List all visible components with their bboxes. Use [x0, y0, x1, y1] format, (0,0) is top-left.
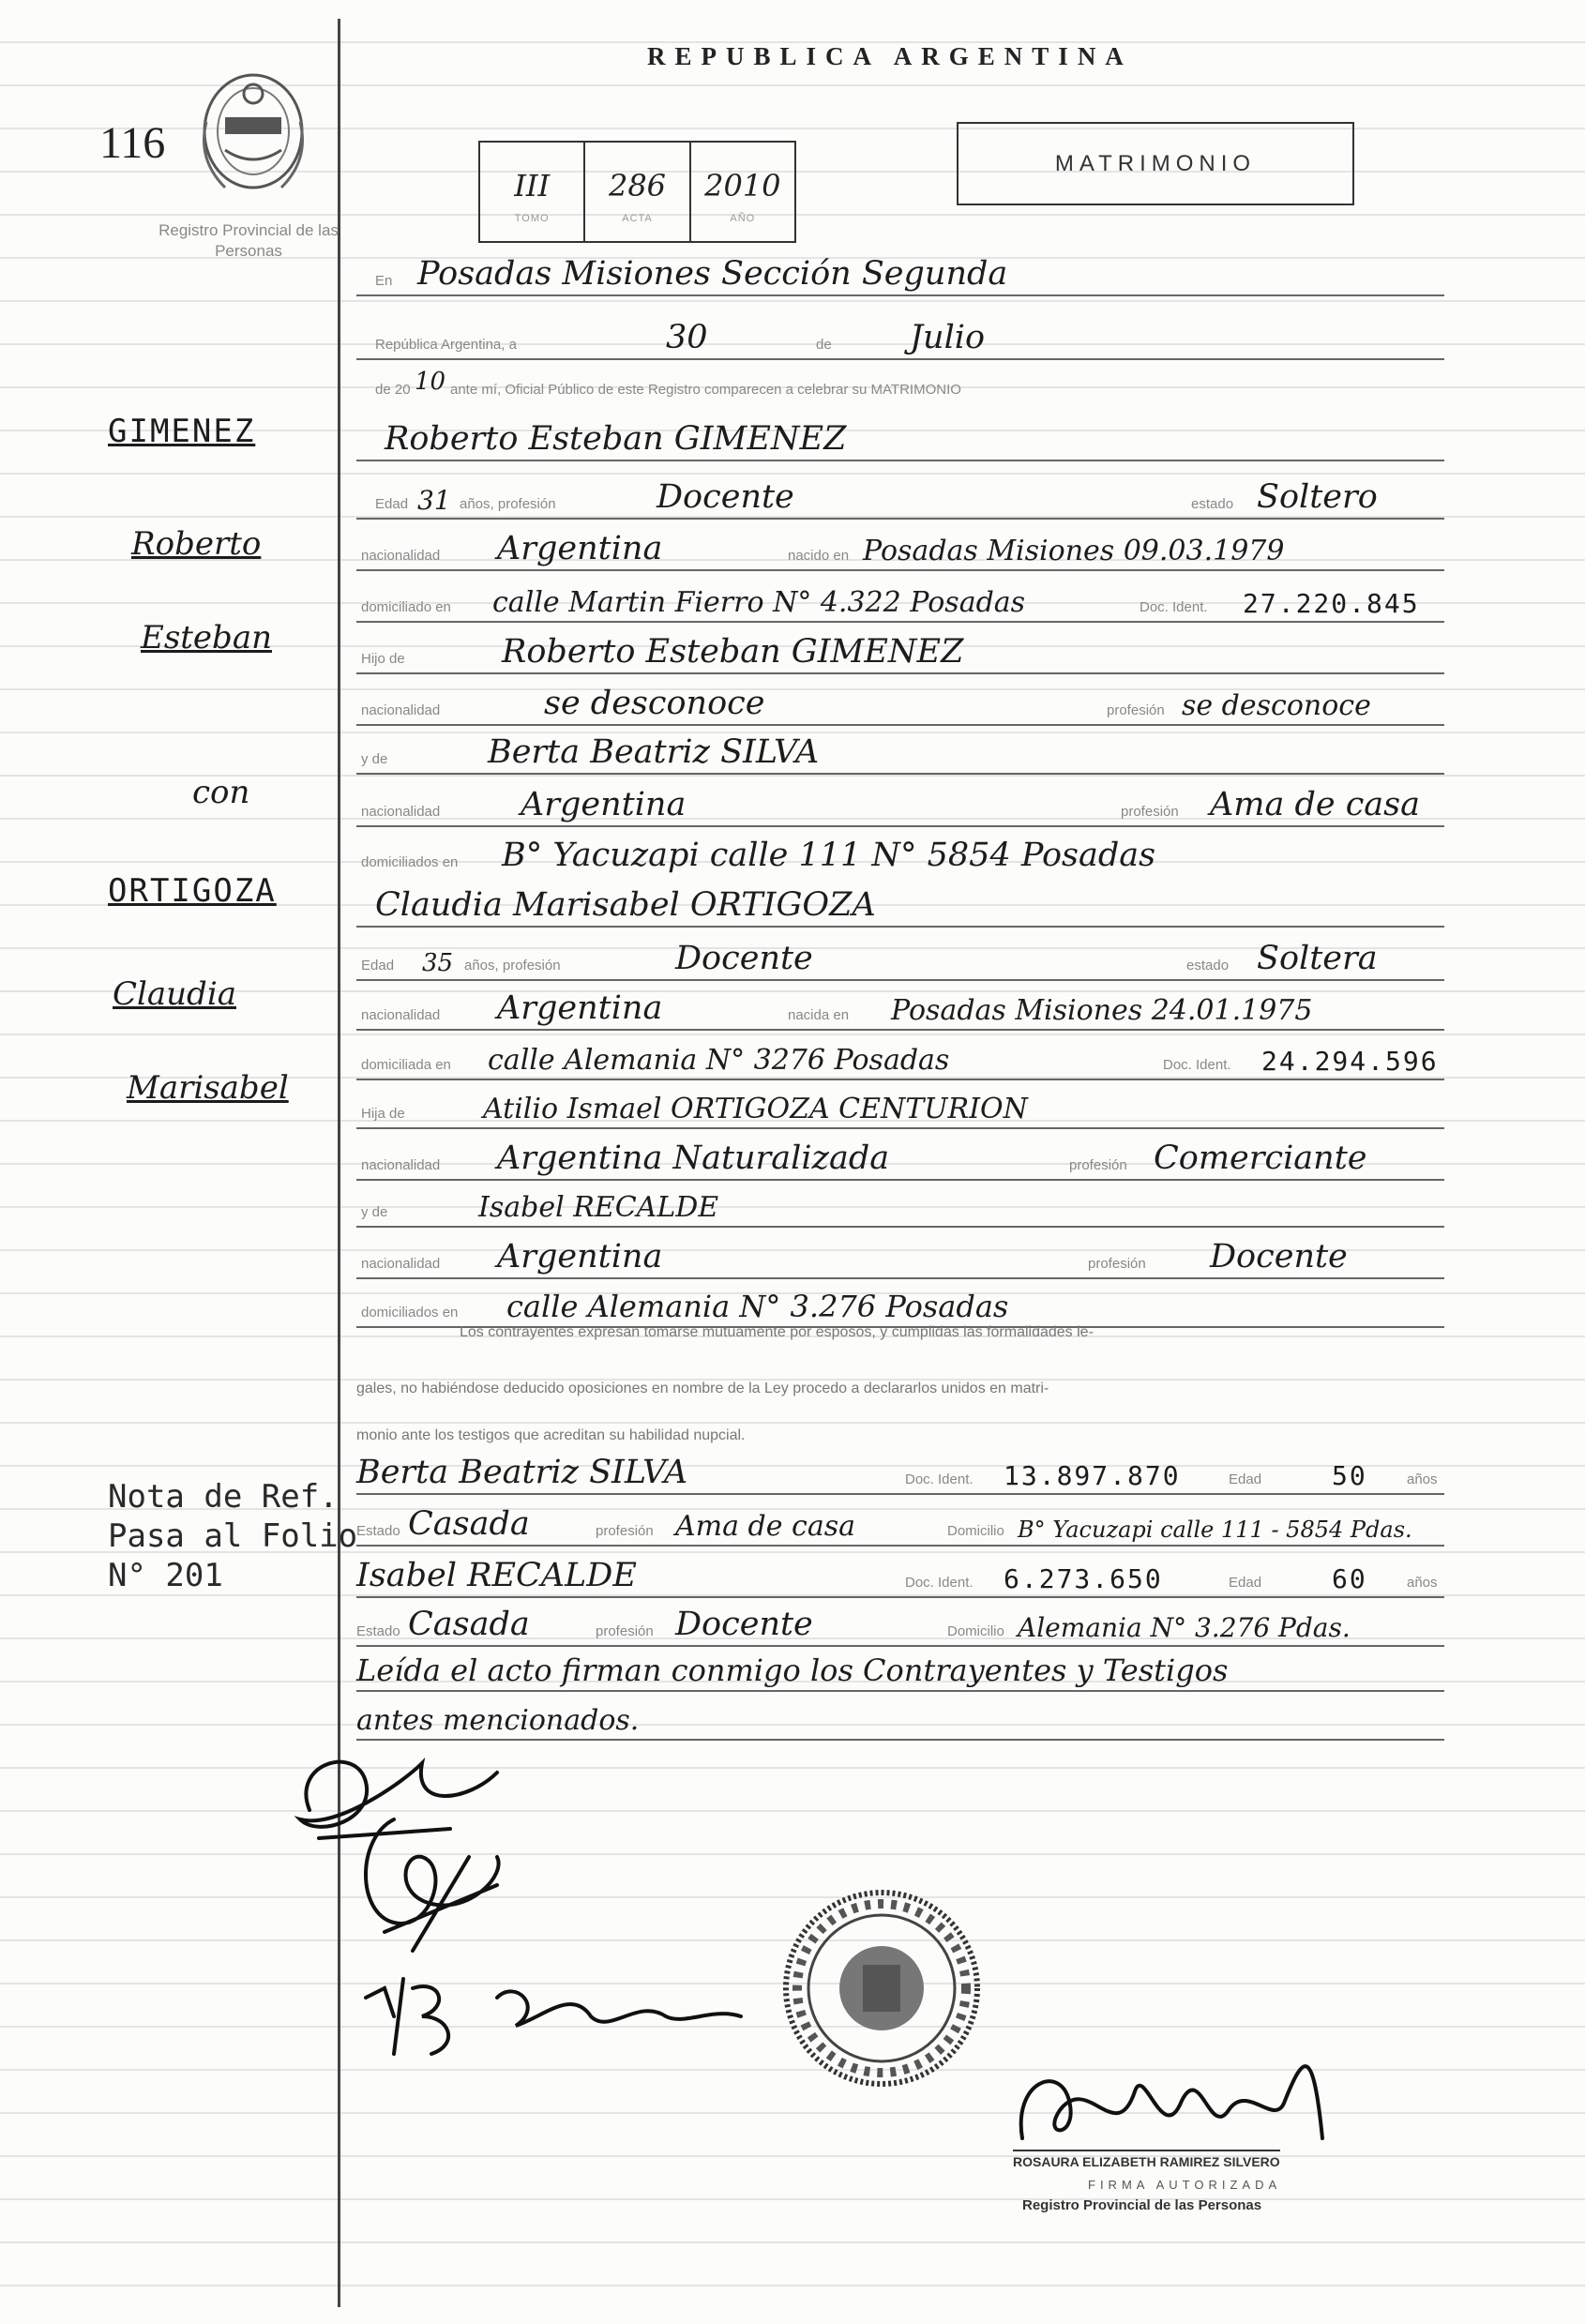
declaration-line-3: monio ante los testigos que acreditan su habilidad nupcial.	[356, 1427, 746, 1443]
groom-parents-domicile: B° Yacuzapi calle 111 N° 5854 Posadas	[502, 837, 1156, 874]
groom-father-prof-label: profesión	[1107, 702, 1165, 718]
bride-full-name: Claudia Marisabel ORTIGOZA	[375, 886, 876, 924]
anio-value: 2010	[704, 167, 781, 204]
witness-1-marital-status: Casada	[408, 1505, 530, 1543]
witness-2-marital-status: Casada	[408, 1606, 530, 1643]
witness-2-anos-label: años	[1407, 1575, 1438, 1591]
groom-mother-profession: Ama de casa	[1210, 786, 1420, 823]
groom-father-profession: se desconoce	[1182, 689, 1371, 722]
margin-groom-surname	[108, 413, 255, 450]
margin-groom-first: Roberto	[131, 525, 262, 563]
groom-nat-label: nacionalidad	[361, 548, 441, 564]
bride-name-line	[356, 877, 1444, 928]
groom-nationality: Argentina	[497, 530, 663, 567]
margin-con: con	[192, 774, 250, 811]
bride-born-label: nacida en	[788, 1007, 850, 1023]
groom-father: Roberto Esteban GIMENEZ	[502, 633, 964, 671]
bride-mother-line	[356, 1177, 1444, 1228]
groom-age-line	[356, 469, 1444, 520]
groom-father-line	[356, 624, 1444, 674]
closing-text-1: Leída el acto firman conmigo los Contrayentes y Testigos	[356, 1652, 1229, 1688]
date-line	[356, 309, 1444, 360]
groom-father-label: Hijo de	[361, 651, 405, 667]
reference-note	[108, 1477, 357, 1595]
official-role: FIRMA AUTORIZADA	[1088, 2178, 1282, 2192]
official-org: Registro Provincial de las Personas	[1022, 2197, 1262, 2213]
anio-label: AÑO	[730, 212, 756, 224]
bride-mother: Isabel RECALDE	[478, 1191, 719, 1224]
witness-1-dom-label: Domicilio	[947, 1523, 1004, 1539]
year-suffix: 10	[415, 368, 446, 396]
groom-mother-label: y de	[361, 751, 388, 767]
witness-1-prof-label: profesión	[596, 1523, 654, 1539]
groom-mother-nat-line	[356, 777, 1444, 827]
bride-signature	[338, 1782, 544, 1969]
closing-line-1	[356, 1641, 1444, 1692]
witness-2-name-line	[356, 1547, 1444, 1598]
bride-parents-dom-label: domiciliados en	[361, 1305, 459, 1320]
witness-2-dom-label: Domicilio	[947, 1623, 1004, 1639]
act-number-box	[478, 141, 796, 243]
margin-groom-second: Esteban	[141, 619, 272, 656]
reference-note-line-3: N° 201	[108, 1557, 223, 1594]
witness-2-domicile: Alemania N° 3.276 Pdas.	[1018, 1612, 1351, 1643]
bride-age-label: Edad	[361, 958, 395, 973]
act-type-box: MATRIMONIO	[957, 122, 1354, 205]
bride-doc: 24.294.596	[1261, 1046, 1439, 1077]
bride-father-label: Hija de	[361, 1106, 405, 1122]
groom-estado-label: estado	[1191, 496, 1234, 512]
groom-age-label: Edad	[375, 496, 409, 512]
bride-mother-prof-label: profesión	[1088, 1256, 1146, 1272]
bride-marital-status: Soltera	[1257, 940, 1378, 977]
witness-1-domicile: B° Yacuzapi calle 111 - 5854 Pdas.	[1018, 1517, 1412, 1543]
witness-1-anos-label: años	[1407, 1471, 1438, 1487]
bride-father: Atilio Ismael ORTIGOZA CENTURION	[483, 1093, 1028, 1125]
groom-nat-line	[356, 521, 1444, 571]
bride-father-line	[356, 1079, 1444, 1129]
witness-1-age: 50	[1332, 1460, 1367, 1491]
groom-domicile: calle Martin Fierro N° 4.322 Posadas	[492, 586, 1026, 619]
place-line	[356, 246, 1444, 296]
witness-1-doc: 13.897.870	[1004, 1460, 1181, 1491]
bride-mother-label: y de	[361, 1204, 388, 1220]
bride-mother-profession: Docente	[1210, 1238, 1348, 1275]
groom-dom-line	[356, 572, 1444, 623]
witness-2-estado-label: Estado	[356, 1623, 400, 1639]
margin-bride-first: Claudia	[113, 975, 236, 1013]
coat-of-arms-icon	[188, 66, 319, 206]
witness-1-name: Berta Beatriz SILVA	[356, 1454, 688, 1491]
witness-2-detail-line	[356, 1596, 1444, 1647]
bride-anos-label: años, profesión	[464, 958, 561, 973]
acta-value: 286	[608, 167, 667, 204]
groom-anos-label: años, profesión	[460, 496, 556, 512]
month-value: Julio	[910, 319, 986, 356]
witness-2-doc-label: Doc. Ident.	[905, 1575, 974, 1591]
bride-profession: Docente	[675, 940, 813, 977]
bride-age: 35	[422, 949, 454, 977]
de-label: de	[816, 337, 832, 353]
bride-mother-nat-line	[356, 1229, 1444, 1279]
tomo-value: III	[514, 167, 551, 204]
groom-parents-dom-label: domiciliados en	[361, 854, 459, 870]
witness-2-profession: Docente	[675, 1606, 813, 1643]
tomo-label: TOMO	[514, 212, 550, 224]
witness-1-doc-label: Doc. Ident.	[905, 1471, 974, 1487]
groom-father-nat-line	[356, 675, 1444, 726]
groom-born-label: nacido en	[788, 548, 850, 564]
official-name: ROSAURA ELIZABETH RAMIREZ SILVERO	[1013, 2150, 1280, 2169]
bride-domicile: calle Alemania N° 3276 Posadas	[488, 1044, 950, 1077]
groom-mother-nat-label: nacionalidad	[361, 804, 441, 820]
bride-nat-line	[356, 980, 1444, 1031]
reference-note-line-1: Nota de Ref.	[108, 1478, 339, 1516]
witness-1-profession: Ama de casa	[675, 1510, 855, 1543]
bride-father-nationality: Argentina Naturalizada	[497, 1139, 890, 1177]
groom-birth: Posadas Misiones 09.03.1979	[863, 535, 1285, 567]
witness-2-age-label: Edad	[1229, 1575, 1262, 1591]
preamble-text: ante mí, Oficial Público de este Registro comparecen a celebrar su MATRIMONIO	[450, 382, 961, 398]
closing-text-2: antes mencionados.	[356, 1704, 640, 1737]
bride-parents-dom-line	[356, 1277, 1444, 1328]
en-label: En	[375, 273, 393, 289]
acta-label: ACTA	[622, 212, 653, 224]
bride-father-prof-label: profesión	[1069, 1157, 1127, 1173]
margin-bride-second: Marisabel	[127, 1069, 289, 1107]
witness-1-estado-label: Estado	[356, 1523, 400, 1539]
bride-birth: Posadas Misiones 24.01.1975	[891, 994, 1313, 1027]
rep-label: República Argentina, a	[375, 337, 517, 353]
bride-father-nat-label: nacionalidad	[361, 1157, 441, 1173]
witness-2-prof-label: profesión	[596, 1623, 654, 1639]
bride-nationality: Argentina	[497, 989, 663, 1027]
witness-2-name: Isabel RECALDE	[356, 1557, 637, 1594]
bride-father-nat-line	[356, 1130, 1444, 1181]
year-line	[356, 355, 1444, 403]
groom-age: 31	[417, 485, 451, 516]
bride-estado-label: estado	[1186, 958, 1230, 973]
bride-dom-line	[356, 1030, 1444, 1080]
declaration-line-2: gales, no habiéndose deducido oposiciones en nombre de la Ley procedo a declararlos unidos en matri-	[356, 1381, 1049, 1396]
official-signature	[1004, 2026, 1341, 2157]
margin-bride-surname	[108, 872, 277, 910]
registry-name: Registro Provincial de las Personas	[158, 221, 339, 260]
anio-cell	[691, 143, 794, 241]
margin-bride-surname-text: ORTIGOZA	[108, 872, 277, 910]
groom-mother-line	[356, 724, 1444, 775]
groom-full-name: Roberto Esteban GIMENEZ	[385, 420, 847, 458]
country-title: REPUBLICA ARGENTINA	[647, 42, 1133, 70]
witness-1-detail-line	[356, 1496, 1444, 1547]
witness-1-age-label: Edad	[1229, 1471, 1262, 1487]
declaration-line-1: Los contrayentes expresan tomarse mutuamente por esposos, y cumplidas las formalidades le-	[460, 1324, 1094, 1340]
witness-1-name-line	[356, 1444, 1444, 1495]
groom-mother-prof-label: profesión	[1121, 804, 1179, 820]
bride-dom-label: domiciliada en	[361, 1057, 451, 1073]
witness-2-age: 60	[1332, 1563, 1367, 1594]
official-stamp	[778, 1885, 985, 2091]
bride-doc-label: Doc. Ident.	[1163, 1057, 1231, 1073]
groom-profession: Docente	[657, 478, 794, 516]
acta-cell	[585, 143, 690, 241]
bride-mother-nat-label: nacionalidad	[361, 1256, 441, 1272]
bride-mother-nationality: Argentina	[497, 1238, 663, 1275]
groom-doc-label: Doc. Ident.	[1140, 599, 1208, 615]
groom-mother: Berta Beatriz SILVA	[488, 733, 820, 771]
groom-father-nationality: se desconoce	[544, 685, 765, 722]
witness-signatures	[356, 1960, 760, 2073]
place-value: Posadas Misiones Sección Segunda	[417, 255, 1008, 293]
bride-parents-domicile: calle Alemania N° 3.276 Posadas	[506, 1289, 1009, 1324]
tomo-cell	[480, 143, 585, 241]
groom-mother-nationality: Argentina	[521, 786, 687, 823]
groom-name-line	[356, 411, 1444, 461]
day-value: 30	[666, 319, 708, 356]
groom-parents-dom-line	[356, 827, 1444, 876]
year-prefix: de 20	[375, 382, 411, 398]
folio-number: 116	[99, 118, 166, 168]
witness-2-doc: 6.273.650	[1004, 1563, 1163, 1594]
groom-dom-label: domiciliado en	[361, 599, 451, 615]
bride-father-profession: Comerciante	[1154, 1139, 1367, 1177]
reference-note-line-2: Pasa al Folio	[108, 1517, 358, 1555]
groom-doc: 27.220.845	[1243, 588, 1420, 619]
bride-age-line	[356, 930, 1444, 981]
groom-marital-status: Soltero	[1257, 478, 1378, 516]
margin-groom-surname-text: GIMENEZ	[108, 413, 256, 450]
groom-father-nat-label: nacionalidad	[361, 702, 441, 718]
bride-nat-label: nacionalidad	[361, 1007, 441, 1023]
